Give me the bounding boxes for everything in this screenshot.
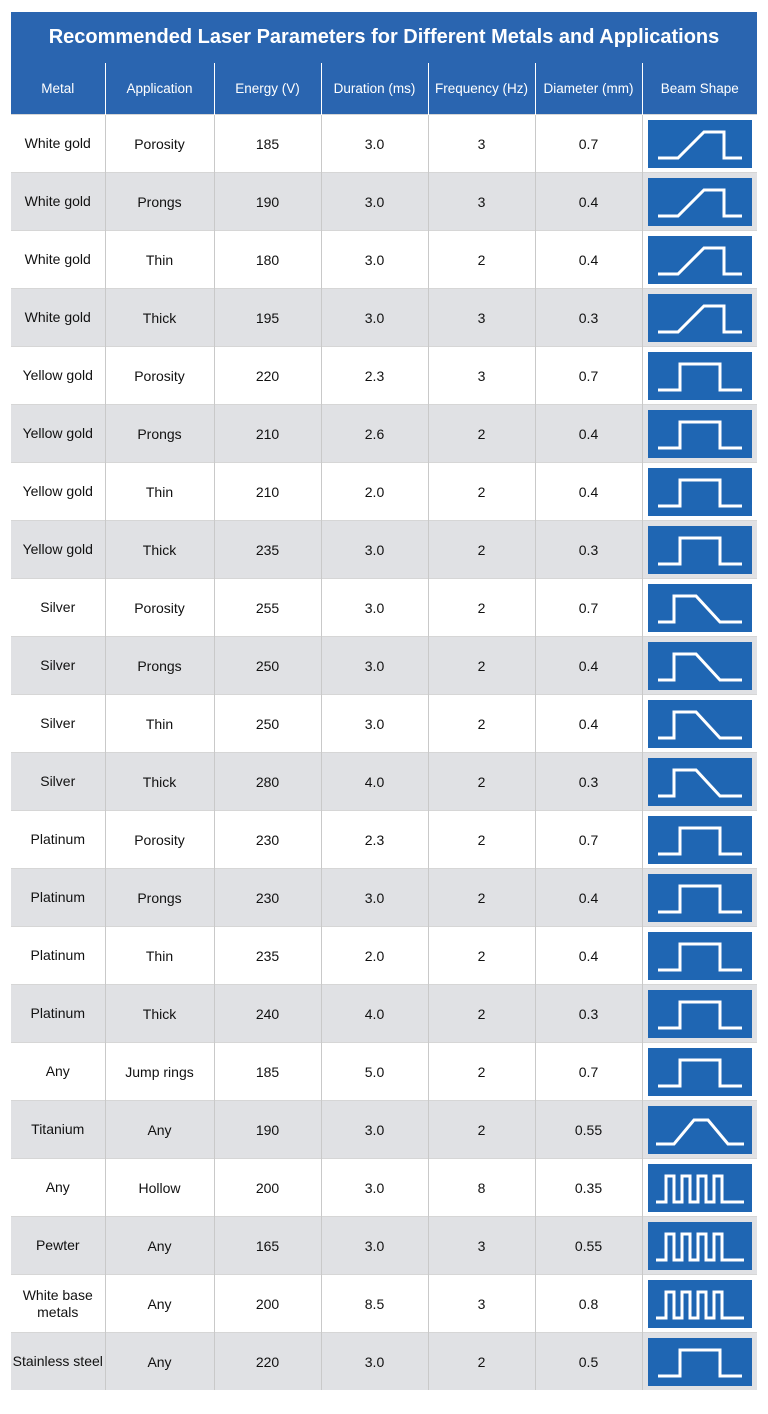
table-row	[11, 231, 757, 289]
beam-shape-square-icon	[648, 816, 752, 864]
cell-energy: 230	[214, 869, 321, 927]
cell-energy: 220	[214, 347, 321, 405]
cell-energy: 235	[214, 521, 321, 579]
cell-beam-shape	[642, 753, 757, 811]
cell-metal: Any	[11, 1043, 105, 1101]
cell-energy: 200	[214, 1159, 321, 1217]
cell-duration: 4.0	[321, 753, 428, 811]
cell-metal: Yellow gold	[11, 463, 105, 521]
cell-frequency: 2	[428, 1333, 535, 1391]
cell-diameter: 0.8	[535, 1275, 642, 1333]
cell-diameter: 0.3	[535, 985, 642, 1043]
table-row	[11, 463, 757, 521]
header-duration: Duration (ms)	[321, 63, 428, 115]
table-row	[11, 637, 757, 695]
cell-diameter: 0.7	[535, 579, 642, 637]
cell-duration: 3.0	[321, 1333, 428, 1391]
cell-metal: White base metals	[11, 1275, 105, 1333]
cell-duration: 2.3	[321, 811, 428, 869]
cell-diameter: 0.3	[535, 289, 642, 347]
beam-shape-square-icon	[648, 1338, 752, 1386]
cell-beam-shape	[642, 1043, 757, 1101]
cell-duration: 2.0	[321, 463, 428, 521]
cell-application: Thin	[105, 463, 214, 521]
cell-frequency: 2	[428, 753, 535, 811]
cell-application: Jump rings	[105, 1043, 214, 1101]
cell-duration: 4.0	[321, 985, 428, 1043]
cell-beam-shape	[642, 289, 757, 347]
beam-shape-ramp-up-icon	[648, 236, 752, 284]
cell-duration: 3.0	[321, 869, 428, 927]
cell-beam-shape	[642, 1275, 757, 1333]
cell-energy: 185	[214, 1043, 321, 1101]
cell-duration: 3.0	[321, 289, 428, 347]
cell-diameter: 0.4	[535, 637, 642, 695]
beam-shape-ramp-down-icon	[648, 758, 752, 806]
cell-diameter: 0.55	[535, 1217, 642, 1275]
cell-application: Prongs	[105, 637, 214, 695]
beam-shape-multi-pulse-icon	[648, 1164, 752, 1212]
cell-application: Any	[105, 1333, 214, 1391]
cell-duration: 5.0	[321, 1043, 428, 1101]
cell-metal: Silver	[11, 579, 105, 637]
table-row	[11, 289, 757, 347]
cell-duration: 3.0	[321, 521, 428, 579]
cell-metal: Platinum	[11, 869, 105, 927]
cell-duration: 2.3	[321, 347, 428, 405]
cell-frequency: 2	[428, 1101, 535, 1159]
cell-beam-shape	[642, 695, 757, 753]
cell-beam-shape	[642, 521, 757, 579]
table-row	[11, 115, 757, 173]
cell-diameter: 0.3	[535, 521, 642, 579]
cell-duration: 3.0	[321, 579, 428, 637]
cell-beam-shape	[642, 579, 757, 637]
beam-shape-multi-pulse-icon	[648, 1222, 752, 1270]
table-row	[11, 405, 757, 463]
cell-energy: 195	[214, 289, 321, 347]
cell-energy: 185	[214, 115, 321, 173]
cell-frequency: 3	[428, 173, 535, 231]
header-diameter: Diameter (mm)	[535, 63, 642, 115]
cell-metal: Platinum	[11, 985, 105, 1043]
cell-beam-shape	[642, 637, 757, 695]
cell-beam-shape	[642, 1101, 757, 1159]
cell-energy: 210	[214, 463, 321, 521]
cell-metal: White gold	[11, 173, 105, 231]
cell-diameter: 0.4	[535, 695, 642, 753]
header-row	[11, 63, 757, 115]
cell-application: Thin	[105, 927, 214, 985]
cell-diameter: 0.3	[535, 753, 642, 811]
cell-frequency: 3	[428, 1217, 535, 1275]
header-metal: Metal	[11, 63, 105, 115]
beam-shape-ramp-up-icon	[648, 178, 752, 226]
cell-metal: Silver	[11, 753, 105, 811]
cell-frequency: 2	[428, 231, 535, 289]
cell-duration: 2.0	[321, 927, 428, 985]
table-row	[11, 1043, 757, 1101]
cell-frequency: 2	[428, 637, 535, 695]
beam-shape-square-icon	[648, 410, 752, 458]
cell-metal: Silver	[11, 695, 105, 753]
cell-application: Thin	[105, 695, 214, 753]
cell-frequency: 3	[428, 115, 535, 173]
cell-application: Prongs	[105, 405, 214, 463]
cell-metal: White gold	[11, 115, 105, 173]
cell-application: Porosity	[105, 579, 214, 637]
cell-application: Thick	[105, 521, 214, 579]
cell-frequency: 2	[428, 579, 535, 637]
cell-application: Thick	[105, 753, 214, 811]
cell-metal: White gold	[11, 231, 105, 289]
cell-frequency: 3	[428, 1275, 535, 1333]
table-row	[11, 985, 757, 1043]
cell-application: Porosity	[105, 115, 214, 173]
cell-duration: 3.0	[321, 1217, 428, 1275]
cell-frequency: 2	[428, 869, 535, 927]
beam-shape-square-icon	[648, 1048, 752, 1096]
table-body	[11, 115, 757, 1391]
beam-shape-square-icon	[648, 352, 752, 400]
cell-duration: 3.0	[321, 1159, 428, 1217]
table-row	[11, 579, 757, 637]
cell-energy: 240	[214, 985, 321, 1043]
cell-beam-shape	[642, 1217, 757, 1275]
cell-energy: 220	[214, 1333, 321, 1391]
table-row	[11, 695, 757, 753]
cell-beam-shape	[642, 869, 757, 927]
cell-metal: Platinum	[11, 927, 105, 985]
cell-energy: 200	[214, 1275, 321, 1333]
beam-shape-ramp-up-icon	[648, 294, 752, 342]
cell-energy: 210	[214, 405, 321, 463]
header-beam-shape: Beam Shape	[642, 63, 757, 115]
cell-duration: 3.0	[321, 1101, 428, 1159]
cell-application: Prongs	[105, 173, 214, 231]
cell-application: Thick	[105, 289, 214, 347]
cell-metal: Stainless steel	[11, 1333, 105, 1391]
cell-metal: Platinum	[11, 811, 105, 869]
beam-shape-square-icon	[648, 468, 752, 516]
cell-beam-shape	[642, 231, 757, 289]
cell-duration: 3.0	[321, 695, 428, 753]
cell-diameter: 0.7	[535, 811, 642, 869]
cell-metal: Yellow gold	[11, 347, 105, 405]
cell-duration: 8.5	[321, 1275, 428, 1333]
cell-application: Any	[105, 1275, 214, 1333]
header-energy: Energy (V)	[214, 63, 321, 115]
cell-beam-shape	[642, 1159, 757, 1217]
cell-metal: Silver	[11, 637, 105, 695]
cell-beam-shape	[642, 115, 757, 173]
table-row	[11, 1101, 757, 1159]
cell-diameter: 0.5	[535, 1333, 642, 1391]
cell-duration: 3.0	[321, 115, 428, 173]
beam-shape-ramp-down-icon	[648, 642, 752, 690]
cell-energy: 250	[214, 637, 321, 695]
header-application: Application	[105, 63, 214, 115]
cell-duration: 3.0	[321, 173, 428, 231]
beam-shape-square-icon	[648, 874, 752, 922]
cell-beam-shape	[642, 463, 757, 521]
cell-energy: 255	[214, 579, 321, 637]
cell-frequency: 2	[428, 521, 535, 579]
cell-beam-shape	[642, 347, 757, 405]
cell-frequency: 3	[428, 289, 535, 347]
cell-diameter: 0.35	[535, 1159, 642, 1217]
cell-application: Any	[105, 1101, 214, 1159]
table-title: Recommended Laser Parameters for Different Metals and Applications	[11, 12, 757, 63]
cell-metal: Any	[11, 1159, 105, 1217]
cell-frequency: 2	[428, 1043, 535, 1101]
beam-shape-ramp-up-icon	[648, 120, 752, 168]
beam-shape-ramp-down-icon	[648, 584, 752, 632]
cell-frequency: 3	[428, 347, 535, 405]
table-row	[11, 1217, 757, 1275]
cell-diameter: 0.4	[535, 405, 642, 463]
cell-beam-shape	[642, 811, 757, 869]
table-row	[11, 173, 757, 231]
cell-diameter: 0.55	[535, 1101, 642, 1159]
table-row	[11, 927, 757, 985]
cell-energy: 165	[214, 1217, 321, 1275]
cell-frequency: 2	[428, 695, 535, 753]
header-frequency: Frequency (Hz)	[428, 63, 535, 115]
table-row	[11, 753, 757, 811]
cell-beam-shape	[642, 405, 757, 463]
cell-application: Hollow	[105, 1159, 214, 1217]
parameters-panel	[11, 12, 757, 1390]
table-row	[11, 1159, 757, 1217]
beam-shape-multi-pulse-icon	[648, 1280, 752, 1328]
cell-energy: 190	[214, 1101, 321, 1159]
cell-diameter: 0.4	[535, 463, 642, 521]
cell-beam-shape	[642, 985, 757, 1043]
cell-diameter: 0.7	[535, 1043, 642, 1101]
cell-application: Thin	[105, 231, 214, 289]
cell-frequency: 2	[428, 927, 535, 985]
cell-application: Porosity	[105, 811, 214, 869]
cell-frequency: 2	[428, 463, 535, 521]
cell-frequency: 2	[428, 811, 535, 869]
cell-energy: 180	[214, 231, 321, 289]
cell-duration: 2.6	[321, 405, 428, 463]
cell-energy: 235	[214, 927, 321, 985]
cell-energy: 280	[214, 753, 321, 811]
cell-energy: 230	[214, 811, 321, 869]
beam-shape-ramp-down-icon	[648, 700, 752, 748]
cell-diameter: 0.4	[535, 869, 642, 927]
table-row	[11, 811, 757, 869]
beam-shape-square-icon	[648, 990, 752, 1038]
beam-shape-square-icon	[648, 526, 752, 574]
cell-beam-shape	[642, 1333, 757, 1391]
cell-metal: Titanium	[11, 1101, 105, 1159]
cell-metal: Yellow gold	[11, 405, 105, 463]
cell-application: Thick	[105, 985, 214, 1043]
cell-application: Any	[105, 1217, 214, 1275]
table-row	[11, 1333, 757, 1391]
cell-application: Porosity	[105, 347, 214, 405]
cell-metal: White gold	[11, 289, 105, 347]
cell-duration: 3.0	[321, 231, 428, 289]
table-row	[11, 521, 757, 579]
cell-duration: 3.0	[321, 637, 428, 695]
table-row	[11, 869, 757, 927]
cell-diameter: 0.4	[535, 173, 642, 231]
cell-energy: 250	[214, 695, 321, 753]
cell-beam-shape	[642, 173, 757, 231]
table-row	[11, 347, 757, 405]
cell-frequency: 8	[428, 1159, 535, 1217]
parameters-table	[11, 63, 757, 1390]
cell-diameter: 0.4	[535, 231, 642, 289]
cell-application: Prongs	[105, 869, 214, 927]
cell-beam-shape	[642, 927, 757, 985]
cell-frequency: 2	[428, 985, 535, 1043]
beam-shape-square-icon	[648, 932, 752, 980]
cell-energy: 190	[214, 173, 321, 231]
cell-diameter: 0.7	[535, 115, 642, 173]
cell-metal: Yellow gold	[11, 521, 105, 579]
cell-frequency: 2	[428, 405, 535, 463]
cell-diameter: 0.4	[535, 927, 642, 985]
beam-shape-trapezoid-icon	[648, 1106, 752, 1154]
cell-metal: Pewter	[11, 1217, 105, 1275]
cell-diameter: 0.7	[535, 347, 642, 405]
table-row	[11, 1275, 757, 1333]
